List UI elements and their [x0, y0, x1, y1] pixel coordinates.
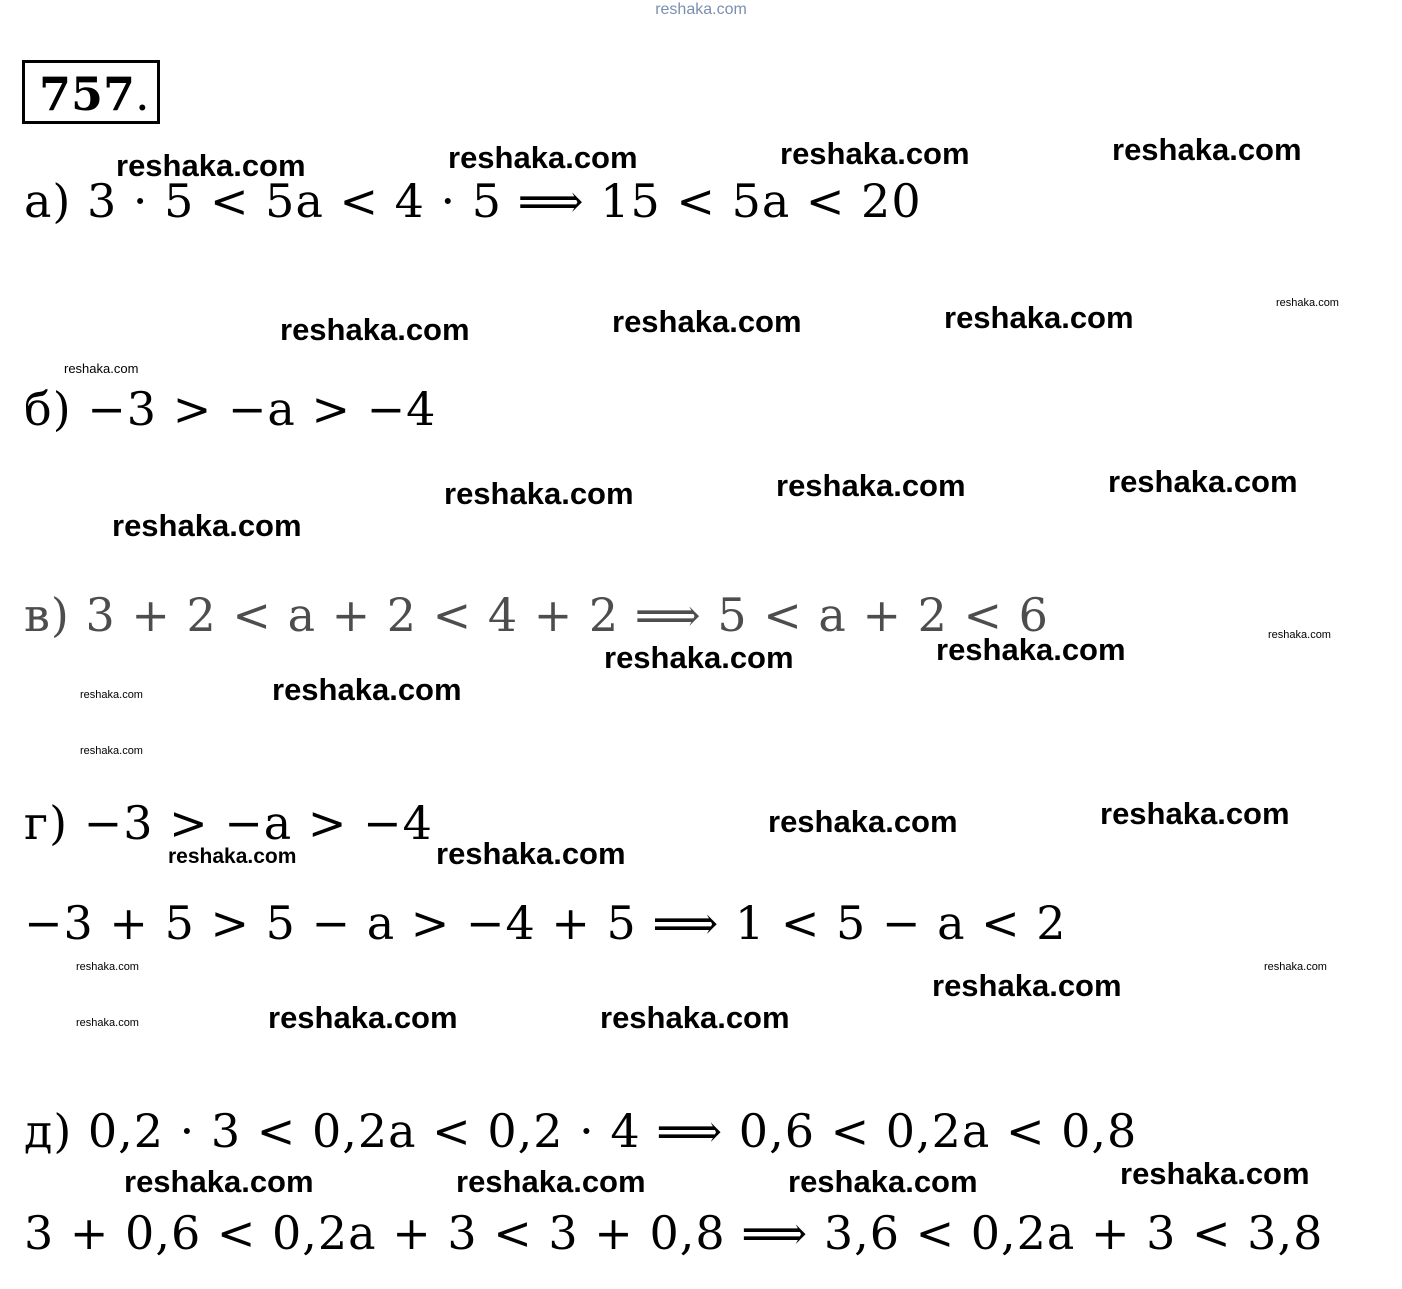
watermark: reshaka.com	[64, 361, 139, 376]
solution-line-d2: 3 + 0,6 < 0,2a + 3 < 3 + 0,8 ⟹ 3,6 < 0,2a + 3 < 3,8	[24, 1206, 1324, 1260]
watermark: reshaka.com	[776, 468, 966, 503]
problem-number-box	[22, 60, 160, 124]
solution-line-g1: г) −3 > −a > −4	[24, 796, 433, 850]
watermark: reshaka.com	[768, 804, 958, 839]
watermark: reshaka.com	[168, 845, 297, 868]
watermark: reshaka.com	[1264, 961, 1327, 973]
watermark: reshaka.com	[124, 1164, 314, 1199]
watermark: reshaka.com	[80, 689, 143, 701]
watermark: reshaka.com	[780, 136, 970, 171]
watermark: reshaka.com	[280, 312, 470, 347]
watermark: reshaka.com	[448, 140, 638, 175]
solution-line-g2: −3 + 5 > 5 − a > −4 + 5 ⟹ 1 < 5 − a < 2	[24, 896, 1067, 950]
solution-line-d1: д) 0,2 · 3 < 0,2a < 0,2 · 4 ⟹ 0,6 < 0,2a < 0,8	[24, 1104, 1138, 1158]
watermark: reshaka.com	[1100, 796, 1290, 831]
watermark: reshaka.com	[444, 476, 634, 511]
watermark: reshaka.com	[612, 304, 802, 339]
watermark: reshaka.com	[436, 836, 626, 871]
watermark: reshaka.com	[1108, 464, 1298, 499]
watermark: reshaka.com	[600, 1000, 790, 1035]
watermark: reshaka.com	[604, 640, 794, 675]
watermark: reshaka.com	[76, 961, 139, 973]
solution-line-v: в) 3 + 2 < a + 2 < 4 + 2 ⟹ 5 < a + 2 < 6	[24, 588, 1049, 642]
watermark: reshaka.com	[1268, 629, 1331, 641]
watermark: reshaka.com	[112, 508, 302, 543]
solution-line-a: а) 3 · 5 < 5a < 4 · 5 ⟹ 15 < 5a < 20	[24, 174, 922, 228]
watermark: reshaka.com	[456, 1164, 646, 1199]
watermark: reshaka.com	[1276, 297, 1339, 309]
watermark: reshaka.com	[268, 1000, 458, 1035]
watermark: reshaka.com	[936, 632, 1126, 667]
watermark: reshaka.com	[932, 968, 1122, 1003]
watermark: reshaka.com	[76, 1017, 139, 1029]
watermark: reshaka.com	[788, 1164, 978, 1199]
watermark: reshaka.com	[1112, 132, 1302, 167]
watermark: reshaka.com	[116, 148, 306, 183]
top-watermark: reshaka.com	[655, 1, 747, 18]
watermark: reshaka.com	[1120, 1156, 1310, 1191]
watermark: reshaka.com	[272, 672, 462, 707]
solution-line-b: б) −3 > −a > −4	[24, 382, 437, 436]
problem-number: 757.	[39, 67, 150, 121]
watermark: reshaka.com	[944, 300, 1134, 335]
watermark: reshaka.com	[80, 745, 143, 757]
